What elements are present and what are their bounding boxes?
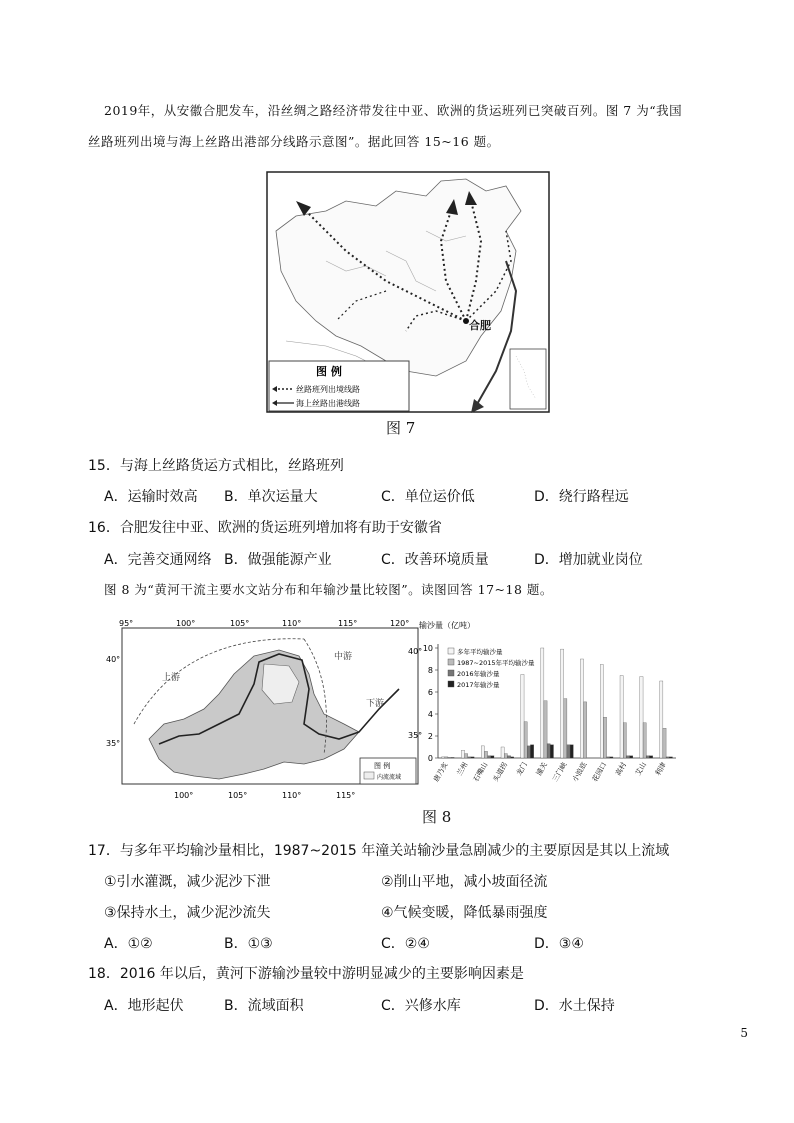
q17-choice-4: ④气候变暖，降低暴雨强度 (381, 905, 548, 921)
chart-category-label: 艾山 (634, 761, 648, 778)
chart-legend-swatch (448, 670, 454, 676)
chart-category-label: 利津 (653, 761, 668, 778)
chart-bar (442, 757, 445, 758)
q16-option-d[interactable]: D．增加就业岗位 (534, 552, 643, 568)
chart-ytick-label: 4 (427, 710, 433, 719)
lat-right-35: 35° (408, 731, 423, 740)
chart-bar (491, 756, 494, 758)
chart-ytick-label: 0 (427, 754, 433, 763)
reach-middle-label: 中游 (334, 652, 353, 662)
reach-lower-label: 下游 (366, 699, 385, 709)
q17-choice-3: ③保持水土，减少泥沙流失 (104, 905, 271, 921)
q18-option-d[interactable]: D．水土保持 (534, 998, 615, 1014)
chart-category-label: 高村 (614, 761, 629, 778)
chart-bar (610, 757, 613, 758)
chart-category-label: 兰州 (455, 761, 470, 778)
chart-bar (623, 723, 626, 758)
lat-right-40: 40° (408, 647, 423, 656)
chart-bar (570, 745, 573, 758)
chart-category-label: 花园口 (590, 761, 609, 784)
chart-category-label: 潼关 (534, 761, 549, 778)
q17-choice-1: ①引水灌溉，减少泥沙下泄 (104, 874, 271, 890)
chart-bar (488, 756, 491, 758)
q15-option-d[interactable]: D．绕行路程远 (534, 489, 629, 505)
chart-bar (461, 750, 464, 758)
lon-top-110: 110° (282, 619, 302, 628)
chart-bar (603, 717, 606, 758)
sediment-bar-chart (419, 620, 676, 783)
chart-bar (511, 757, 514, 758)
hefei-label: 合肥 (469, 319, 491, 332)
chart-category-label: 头道拐 (491, 761, 510, 784)
chart-category-label: 小浪底 (571, 761, 589, 784)
fig7-legend-item-1: 丝路班列出境线路 (296, 385, 360, 394)
chart-bar (600, 665, 603, 759)
chart-bar (669, 757, 672, 758)
chart-bar (521, 674, 524, 758)
lon-bottom-105: 105° (228, 791, 248, 800)
chart-bar (567, 745, 570, 758)
chart-bar (580, 659, 583, 758)
chart-bar (468, 757, 471, 758)
chart-bar (666, 757, 669, 758)
figure-8 (104, 614, 684, 828)
chart-legend-label: 2017年输沙量 (457, 681, 500, 689)
fig7-legend-title: 图 例 (316, 365, 342, 378)
chart-legend-swatch (448, 659, 454, 665)
lon-top-115: 115° (338, 619, 358, 628)
q18-option-a[interactable]: A．地形起伏 (104, 998, 184, 1014)
chart-bar (649, 756, 652, 758)
chart-bar (465, 754, 468, 758)
q16-option-c[interactable]: C．改善环境质量 (381, 552, 489, 568)
chart-bar (550, 745, 553, 758)
chart-bar (524, 722, 527, 758)
chart-bar (663, 728, 666, 758)
intro-2: 图 8 为“黄河干流主要水文站分布和年输沙量比较图”。读图回答 17~18 题。 (104, 582, 553, 597)
q16-option-b[interactable]: B．做强能源产业 (224, 552, 332, 568)
chart-bar (547, 744, 550, 758)
chart-bar (448, 757, 451, 758)
chart-bar (527, 746, 530, 758)
chart-bar (640, 677, 643, 758)
intro-line-1: 2019年，从安徽合肥发车，沿丝绸之路经济带发往中亚、欧洲的货运班列已突破百列。图 7 为“我国 (104, 103, 683, 118)
chart-bar (541, 648, 544, 758)
chart-legend-swatch (448, 648, 454, 654)
figure-7-caption: 图 7 (386, 419, 416, 437)
chart-bar (451, 757, 454, 758)
fig8-legend-item: 内流流域 (377, 774, 402, 781)
chart-bar (660, 681, 663, 758)
chart-category-label: 唐乃亥 (432, 761, 450, 784)
lon-top-105: 105° (230, 619, 250, 628)
chart-legend-label: 2016年输沙量 (457, 670, 500, 678)
chart-bar (544, 701, 547, 758)
chart-category-label: 三门峡 (551, 761, 569, 784)
lon-bottom-100: 100° (174, 791, 194, 800)
chart-bar (626, 756, 629, 758)
figure-8-svg (104, 614, 684, 828)
chart-ytick-label: 10 (422, 644, 433, 653)
fig8-legend-title: 图 例 (374, 762, 391, 770)
chart-ytick-label: 2 (427, 732, 433, 741)
reach-upper-label: 上游 (162, 673, 181, 683)
q17-stem: 17．与多年平均输沙量相比，1987~2015 年潼关站输沙量急剧减少的主要原因是其以上流域 (88, 843, 670, 859)
lon-top-120: 120° (390, 619, 410, 628)
q17-option-b[interactable]: B．①③ (224, 936, 273, 952)
chart-bar (501, 747, 504, 758)
page-number: 5 (740, 1026, 748, 1040)
q16-option-a[interactable]: A．完善交通网络 (104, 552, 212, 568)
chart-category-label: 龙门 (515, 761, 529, 778)
figure-7 (266, 171, 550, 439)
q15-stem: 15．与海上丝路货运方式相比，丝路班列 (88, 458, 344, 474)
chart-bar (584, 702, 587, 758)
chart-bar (620, 676, 623, 759)
fig7-legend-item-2: 海上丝路出港线路 (296, 399, 360, 408)
chart-bar (484, 751, 487, 758)
chart-bar (507, 756, 510, 758)
chart-legend-label: 1987~2015年平均输沙量 (457, 659, 535, 667)
q17-option-d[interactable]: D．③④ (534, 936, 584, 952)
q15-option-c[interactable]: C．单位运价低 (381, 489, 475, 505)
chart-bar (481, 746, 484, 758)
q18-option-b[interactable]: B．流域面积 (224, 998, 304, 1014)
chart-bar (471, 757, 474, 758)
lon-bottom-110: 110° (282, 791, 302, 800)
q15-option-b[interactable]: B．单次运量大 (224, 489, 318, 505)
lon-bottom-115: 115° (336, 791, 356, 800)
chart-ylabel: 输沙量（亿吨） (419, 621, 475, 630)
chart-bar (630, 756, 633, 758)
q16-stem: 16．合肥发往中亚、欧洲的货运班列增加将有助于安徽省 (88, 520, 442, 536)
lat-left-40: 40° (106, 655, 121, 664)
chart-legend-label: 多年平均输沙量 (457, 648, 503, 656)
chart-category-label: 石嘴山 (471, 761, 490, 784)
chart-ytick-label: 6 (427, 688, 433, 697)
q15-option-a[interactable]: A．运输时效高 (104, 489, 198, 505)
chart-bar (607, 757, 610, 758)
chart-ytick-label: 8 (427, 666, 433, 675)
q18-option-c[interactable]: C．兴修水库 (381, 998, 461, 1014)
chart-bar (646, 756, 649, 758)
q18-stem: 18．2016 年以后，黄河下游输沙量较中游明显减少的主要影响因素是 (88, 966, 524, 982)
chart-legend-swatch (448, 681, 454, 687)
q17-option-c[interactable]: C．②④ (381, 936, 430, 952)
figure-7-map (266, 171, 550, 439)
chart-bar (504, 754, 507, 758)
lat-left-35: 35° (106, 739, 121, 748)
intro-line-2: 丝路班列出境与海上丝路出港部分线路示意图”。据此回答 15~16 题。 (88, 134, 500, 149)
q17-choice-2: ②削山平地，减小坡面径流 (381, 874, 548, 890)
chart-bar (561, 649, 564, 758)
chart-bar (445, 757, 448, 758)
lon-top-95: 95° (119, 619, 134, 628)
figure-8-caption: 图 8 (422, 808, 452, 826)
chart-bar (643, 723, 646, 758)
chart-bar (564, 699, 567, 758)
chart-bar (530, 745, 533, 758)
q17-option-a[interactable]: A．①② (104, 936, 153, 952)
lon-top-100: 100° (176, 619, 196, 628)
